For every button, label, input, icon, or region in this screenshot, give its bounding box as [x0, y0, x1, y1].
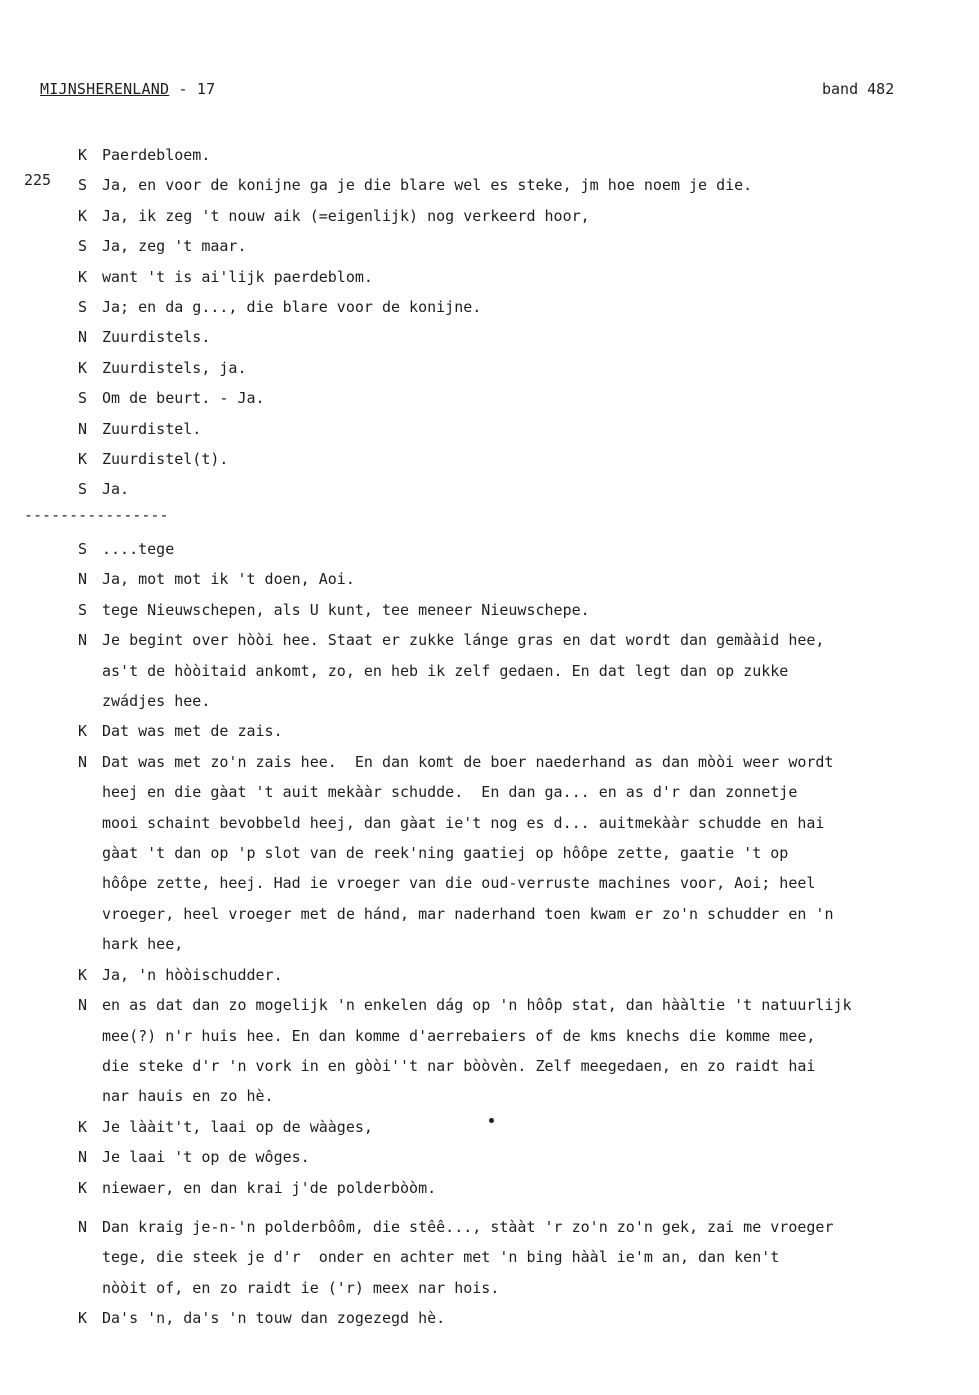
dialogue-turn	[78, 292, 973, 322]
line-number: 225	[24, 171, 52, 189]
utterance-text: Ja, ik zeg 't nouw aik (=eigenlijk) nog verkeerd hoor,	[102, 206, 590, 225]
speaker-label: S	[78, 298, 88, 317]
dialogue-turn	[78, 716, 973, 746]
dialogue-turn	[78, 747, 973, 777]
header-title	[40, 80, 215, 98]
utterance-continuation: tege, die steek je d'r onder en achter met 'n bing hààl ie'm an, dan ken't	[102, 1248, 780, 1267]
dialogue-turn	[78, 474, 973, 504]
utterance-text: Ja, mot mot ik 't doen, Aoi.	[102, 570, 355, 589]
speaker-label: S	[78, 389, 88, 408]
dialogue-turn	[78, 444, 973, 474]
ink-speck	[489, 1118, 494, 1123]
speaker-label: N	[78, 996, 88, 1015]
speaker-label: K	[78, 450, 88, 469]
speaker-label: K	[78, 358, 88, 377]
utterance-text: Je begint over hòòi hee. Staat er zukke lánge gras en dat wordt dan gemààid hee,	[102, 631, 825, 650]
speaker-label: K	[78, 1117, 88, 1136]
dialogue-turn	[78, 1303, 973, 1333]
speaker-label: S	[78, 600, 88, 619]
speaker-label: K	[78, 965, 88, 984]
utterance-text: Zuurdistels.	[102, 328, 211, 347]
dialogue-turn	[78, 353, 973, 383]
transcript-block-2	[78, 534, 973, 1203]
speaker-label: K	[78, 722, 88, 741]
dialogue-turn	[78, 625, 973, 655]
dialogue-turn	[78, 231, 973, 261]
dialogue-turn	[78, 990, 973, 1020]
speaker-label: N	[78, 419, 88, 438]
header-location: MIJNSHERENLAND	[40, 80, 170, 98]
utterance-text: Da's 'n, da's 'n touw dan zogezegd hè.	[102, 1309, 446, 1328]
utterance-continuation: gàat 't dan op 'p slot van de reek'ning gaatiej op hôôpe zette, gaatie 't op	[102, 844, 789, 863]
utterance-text: Zuurdistel(t).	[102, 450, 229, 469]
utterance-continuation: hark hee,	[102, 935, 184, 954]
dialogue-turn	[78, 960, 973, 990]
utterance-text: Paerdebloem.	[102, 146, 211, 164]
dialogue-turn	[78, 1212, 973, 1242]
utterance-continuation: hôôpe zette, heej. Had ie vroeger van die oud-verruste machines voor, Aoi; heel	[102, 874, 816, 893]
speaker-label: N	[78, 570, 88, 589]
utterance-text: Dan kraig je-n-'n polderbôôm, die stêê..., stààt 'r zo'n zo'n gek, zai me vroeger	[102, 1218, 834, 1236]
speaker-label: S	[78, 480, 88, 499]
speaker-label: N	[78, 1218, 88, 1236]
utterance-text: want 't is ai'lijk paerdeblom.	[102, 267, 373, 286]
section-divider: ----------------	[24, 506, 169, 524]
dialogue-turn	[78, 1173, 973, 1203]
utterance-text: Zuurdistels, ja.	[102, 358, 247, 377]
speaker-label: N	[78, 631, 88, 650]
utterance-text: en as dat dan zo mogelijk 'n enkelen dág op 'n hôôp stat, dan hààltie 't natuurlijk	[102, 996, 852, 1015]
utterance-text: Om de beurt. - Ja.	[102, 389, 265, 408]
speaker-label: K	[78, 1309, 88, 1328]
speaker-label: S	[78, 540, 88, 558]
dialogue-turn	[78, 201, 973, 231]
utterance-continuation: die steke d'r 'n vork in en gòòi''t nar bòòvèn. Zelf meegedaen, en zo raidt hai	[102, 1056, 816, 1075]
speaker-label: K	[78, 267, 88, 286]
utterance-text: tege Nieuwschepen, als U kunt, tee meneer Nieuwschepe.	[102, 600, 590, 619]
utterance-text: Zuurdistel.	[102, 419, 202, 438]
utterance-continuation: nar hauis en zo hè.	[102, 1087, 274, 1106]
utterance-continuation: zwádjes hee.	[102, 692, 211, 711]
dialogue-turn	[78, 1142, 973, 1172]
transcript-block-1	[78, 140, 973, 505]
speaker-label: N	[78, 752, 88, 771]
speaker-label: S	[78, 237, 88, 256]
utterance-text: Dat was met zo'n zais hee. En dan komt de boer naederhand as dan mòòi weer wordt	[102, 752, 834, 771]
transcript-block-3	[78, 1212, 973, 1334]
utterance-continuation: mee(?) n'r huis hee. En dan komme d'aerrebaiers of de kms knechs die komme mee,	[102, 1026, 816, 1045]
dialogue-turn	[78, 564, 973, 594]
utterance-text: Ja, zeg 't maar.	[102, 237, 247, 256]
utterance-continuation: mooi schaint bevobbeld heej, dan gàat ie't nog es d... auitmekààr schudde en hai	[102, 813, 825, 832]
utterance-text: Je laai 't op de wôges.	[102, 1148, 310, 1167]
utterance-continuation: vroeger, heel vroeger met de hánd, mar naderhand toen kwam er zo'n schudder en 'n	[102, 904, 834, 923]
dialogue-turn	[78, 534, 973, 564]
dialogue-turn	[78, 414, 973, 444]
speaker-label: K	[78, 146, 88, 164]
dialogue-turn	[78, 322, 973, 352]
utterance-text: Ja, en voor de konijne ga je die blare wel es steke, jm hoe noem je die.	[102, 176, 753, 195]
utterance-text: Dat was met de zais.	[102, 722, 283, 741]
dialogue-turn	[78, 595, 973, 625]
speaker-label: N	[78, 1148, 88, 1167]
utterance-continuation: as't de hòòitaid ankomt, zo, en heb ik zelf gedaen. En dat legt dan op zukke	[102, 661, 789, 680]
dialogue-turn	[78, 262, 973, 292]
dialogue-turn	[78, 383, 973, 413]
utterance-text: Ja; en da g..., die blare voor de konijne.	[102, 298, 482, 317]
utterance-continuation: nòòit of, en zo raidt ie ('r) meex nar hois.	[102, 1278, 500, 1297]
speaker-label: K	[78, 1178, 88, 1197]
header-page-ref: - 17	[169, 80, 216, 98]
dialogue-turn	[78, 140, 973, 170]
utterance-text: Ja, 'n hòòischudder.	[102, 965, 283, 984]
utterance-text: niewaer, en dan krai j'de polderbòòm.	[102, 1178, 437, 1197]
header-band: band 482	[822, 80, 895, 98]
utterance-text: ....tege	[102, 540, 175, 558]
dialogue-turn	[78, 1112, 973, 1142]
dialogue-turn	[78, 170, 973, 200]
utterance-text: Ja.	[102, 480, 130, 499]
speaker-label: S	[78, 176, 88, 195]
speaker-label: K	[78, 206, 88, 225]
utterance-continuation: heej en die gàat 't auit mekààr schudde. En dan ga... en as d'r dan zonnetje	[102, 783, 798, 802]
speaker-label: N	[78, 328, 88, 347]
utterance-text: Je lààit't, laai op de wààges,	[102, 1117, 373, 1136]
